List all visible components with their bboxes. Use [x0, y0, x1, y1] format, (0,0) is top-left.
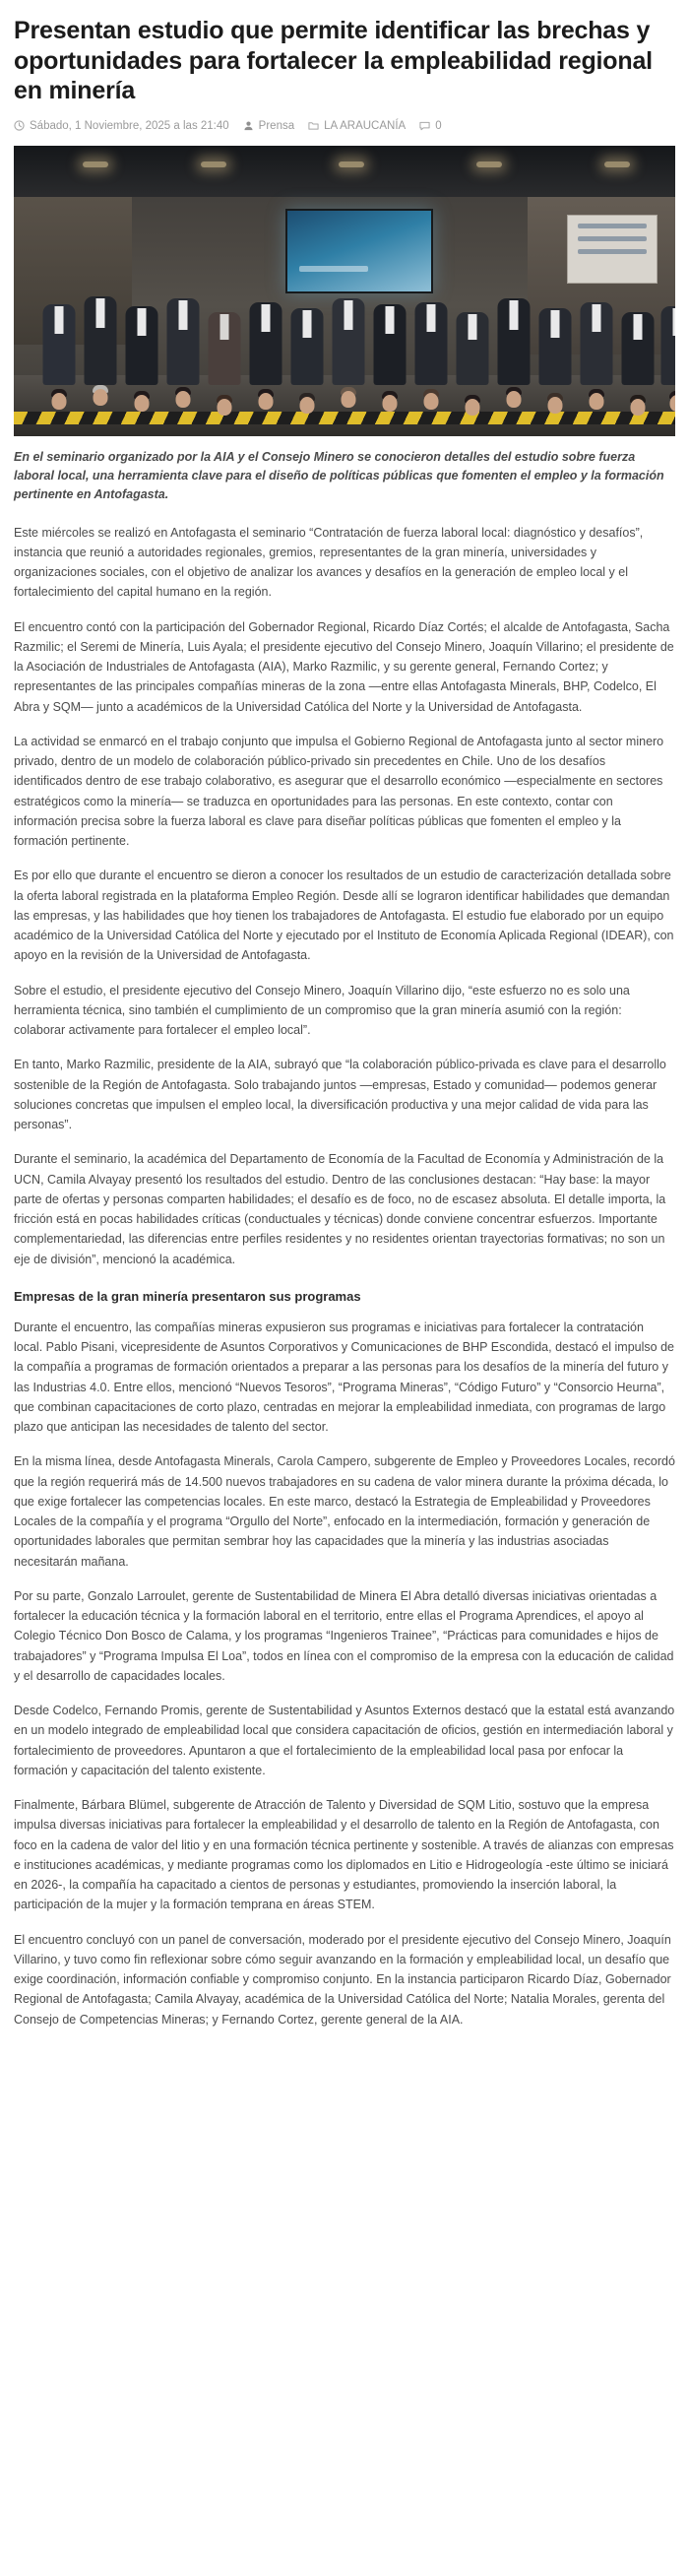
meta-author-text: Prensa: [258, 119, 295, 132]
hazard-stripe: [14, 412, 675, 424]
article-paragraph: Durante el encuentro, las compañías mineras expusieron sus programas e iniciativas para fortalecer la contratación local. Pablo Pisani, vicepresidente de Asuntos Corporativos y Comunicaciones de BHP Escondida, destacó el impulso de la compañía a programas de formación orientados a preparar a las personas para los desafíos de la minería del futuro y las Industrias 4.0. Entre ellos, mencionó “Nuevos Tesoros”, “Programa Mineras”, “Código Futuro” y “Consorcio Heurna”, que combinan capacitaciones de corto plazo, centradas en mejorar la empleabilidad inmediata, con programas de largo plazo que anticipan las necesidades de talento del sector.: [14, 1320, 674, 1435]
ceiling-light: [604, 161, 630, 167]
ceiling-light: [339, 161, 364, 167]
article-paragraph: En la misma línea, desde Antofagasta Minerals, Carola Campero, subgerente de Empleo y Proveedores Locales, recordó que la región requerirá más de 14.500 nuevos trabajadores en su cadena de valor minera durante la próxima década, lo que exige fortalecer las competencias locales. En este marco, destacó la Estrategia de Empleabilidad y Proveedores Locales de la compañía y el programa “Orgullo del Norte”, enfocado en la intermediación, formación y generación de oportunidades laborales que permitan sembrar hoy las capacidades que la minería y las industrias asociadas necesitarán mañana.: [14, 1454, 675, 1569]
article-paragraph: La actividad se enmarcó en el trabajo conjunto que impulsa el Gobierno Regional de Antofagasta junto al sector minero privado, dentro de un modelo de colaboración público-privado sin precedentes en Chile. Uno de los desafíos identificados dentro de ese trabajo colaborativo, es asegurar que el desarrollo económico —especialmente en sectores estratégicos como la minería— se traduzca en oportunidades para las personas. En este contexto, contar con información precisa sobre la fuerza laboral es clave para diseñar políticas públicas que fomenten el empleo y la formación pertinente.: [14, 734, 664, 849]
clock-icon: [14, 120, 25, 131]
article-paragraph: El encuentro contó con la participación del Gobernador Regional, Ricardo Díaz Cortés; el alcalde de Antofagasta, Sacha Razmilic; el Seremi de Minería, Luis Ayala; el presidente ejecutivo del Consejo Minero, Joaquín Villarino; el presidente de la Asociación de Industriales de Antofagasta (AIA), Marko Razmilic, y su gerente general, Fernando Cortez; y representantes de las principales compañías mineras de la zona —entre ellas Antofagasta Minerals, BHP, Codelco, El Abra y SQM— junto a académicos de la Universidad Católica del Norte y la Universidad de Antofagasta.: [14, 619, 674, 714]
article-paragraph: Es por ello que durante el encuentro se dieron a conocer los resultados de un estudio de caracterización detallada sobre la oferta laboral registrada en la plataforma Empleo Región. Desde allí se lograron identificar habilidades que demandan las empresas, y las habilidades que hoy tienen los trabajadores de Antofagasta. El estudio fue elaborado por un equipo académico de la Universidad Católica del Norte y ejecutado por el Instituto de Economía Aplicada Regional (IDEAR), con apoyo en la revisión de la Universidad de Antofagasta.: [14, 869, 674, 963]
group-photo-people: [20, 218, 669, 385]
hero-ceiling: [14, 146, 675, 197]
article-paragraph: Durante el seminario, la académica del Departamento de Economía de la Facultad de Economía y Administración de la UCN, Camila Alvayay presentó los resultados del estudio. Dentro de las conclusiones destacan: “Hay base: la mayor parte de ofertas y personas comparten habilidades; el desafío es de foco, no de escasez absoluta. El detalle importa, la fricción está en pocas habilidades críticas (conductuales y técnicas) donde conviene concentrar esfuerzos. Importante complementariedad, las diferencias entre perfiles residentes y no residentes orientan trayectorias formativas; no son un eje de división”, mencionó la académica.: [14, 1152, 666, 1266]
article-meta-bar: [14, 120, 675, 132]
article-paragraph: El encuentro concluyó con un panel de conversación, moderado por el presidente ejecutivo del Consejo Minero, Joaquín Villarino, y tuvo como fin reflexionar sobre cómo seguir avanzando en la formación y empleabilidad local, un desafío que exige coordinación, información confiable y compromiso conjunto. En la instancia participaron Ricardo Díaz, Gobernador Regional de Antofagasta; Camila Alvayay, académica de la Universidad Católica del Norte; Natalia Morales, gerenta del Consejo de Competencias Mineras; y Fernando Cortez, gerente general de la AIA.: [14, 1932, 671, 2027]
page-title: Presentan estudio que permite identificar las brechas y oportunidades para fortalecer la empleabilidad regional en minería: [14, 17, 653, 104]
meta-author[interactable]: [243, 120, 294, 132]
article-paragraph: Este miércoles se realizó en Antofagasta el seminario “Contratación de fuerza laboral local: diagnóstico y desafíos”, instancia que reunió a autoridades regionales, gremios, representantes de la gran minería, universidades y organizaciones sociales, con el objetivo de analizar los avances y desafíos en la generación de empleo local y el fortalecimiento del capital humano en la región.: [14, 525, 644, 600]
article-paragraph: Por su parte, Gonzalo Larroulet, gerente de Sustentabilidad de Minera El Abra detalló diversas iniciativas orientadas a fortalecer la educación técnica y la formación laboral en el territorio, entre ellas el Programa Aprendices, el apoyo al Colegio Técnico Don Bosco de Calama, y los programas “Ingenieros Trainee”, “Prácticas para comunidades e hijos de trabajadores” y “Programa Impulsa El Loa”, todos en línea con el compromiso de la empresa con la educación de calidad y el desarrollo de capacidades locales.: [14, 1588, 674, 1683]
comment-icon: [419, 120, 430, 131]
meta-comments-count: 0: [435, 119, 442, 132]
folder-icon: [308, 120, 319, 131]
article-paragraph: Desde Codelco, Fernando Promis, gerente de Sustentabilidad y Asuntos Externos destacó que la estatal está avanzando en un modelo integrado de empleabilidad local que considera capacitación de oficios, gestión en intermediación laboral y fortalecimiento de proveedores. Apuntaron a que el fortalecimiento de la empleabilidad local pasa por enfocar la formación y capacitación del talento existente.: [14, 1704, 675, 1777]
image-caption: En el seminario organizado por la AIA y el Consejo Minero se conocieron detalles del estudio sobre fuerza laboral local, una herramienta clave para el diseño de políticas públicas que fomenten el empleo y la formación pertinente en Antofagasta.: [14, 449, 664, 502]
user-icon: [243, 120, 254, 131]
article-hero-image: [14, 146, 675, 436]
article-paragraph: En tanto, Marko Razmilic, presidente de la AIA, subrayó que “la colaboración público-privada es clave para el desarrollo sostenible de la Región de Antofagasta. Solo trabajando juntos —empresas, Estado y comunidad— podemos generar soluciones concretas que impulsen el empleo local, la diversificación productiva y una mejor calidad de vida para las personas”.: [14, 1058, 666, 1132]
ceiling-light: [83, 161, 108, 167]
meta-date-text: Sábado, 1 Noviembre, 2025 a las 21:40: [30, 119, 229, 132]
ceiling-light: [201, 161, 226, 167]
section-subheading: Empresas de la gran minería presentaron sus programas: [14, 1288, 361, 1304]
article-paragraph: Sobre el estudio, el presidente ejecutivo del Consejo Minero, Joaquín Villarino dijo, “este esfuerzo no es solo una herramienta técnica, sino también el cumplimiento de un compromiso que la gran minería asumió con la región: colaborar activamente para fortalecer el empleo local”.: [14, 983, 630, 1038]
meta-category-text: LA ARAUCANÍA: [324, 119, 407, 132]
meta-category[interactable]: [308, 120, 406, 132]
meta-date: [14, 120, 229, 132]
meta-comments[interactable]: [419, 120, 441, 132]
ceiling-light: [476, 161, 502, 167]
article-paragraph: Finalmente, Bárbara Blümel, subgerente de Atracción de Talento y Diversidad de SQM Litio, sostuvo que la empresa impulsa diversas iniciativas para fortalecer la empleabilidad y el desarrollo de talento en la Región de Antofagasta, con foco en la cadena de valor del litio y en una formación técnica pertinente y sostenible. A través de alianzas con empresas e instituciones académicas, y mediante programas como los diplomados en Litio e Hidrogeología -este último se iniciará en 2026-, la compañía ha capacitado a cientos de personas y estudiantes, promoviendo la inserción laboral, la participación de la mujer y la formación temprana en áreas STEM.: [14, 1798, 674, 1912]
